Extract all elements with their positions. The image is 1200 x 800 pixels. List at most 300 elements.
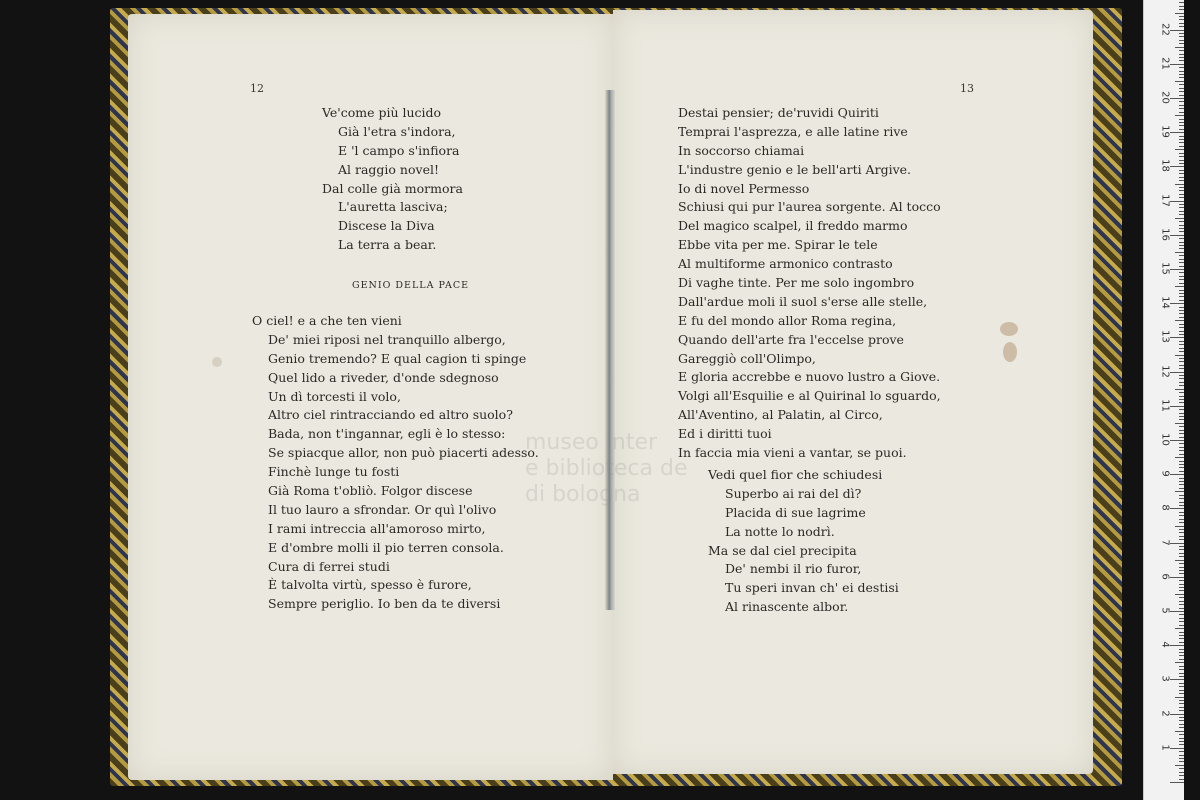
verse-line: La terra a bear. [338, 237, 437, 253]
ruler-tick [1179, 426, 1184, 427]
ruler-tick [1179, 478, 1184, 479]
ruler-tick [1179, 368, 1184, 369]
page-stain [1000, 322, 1018, 336]
ruler-tick [1179, 84, 1184, 85]
verse-line: Cura di ferrei studi [268, 558, 390, 574]
ruler-tick [1179, 310, 1184, 311]
verse-line: È talvolta virtù, spesso è furore, [268, 577, 472, 593]
ruler-tick [1179, 194, 1184, 195]
ruler-tick [1179, 344, 1184, 345]
ruler-tick [1179, 146, 1184, 147]
ruler-tick [1179, 33, 1184, 34]
ruler-tick [1179, 101, 1184, 102]
ruler-tick [1179, 2, 1184, 3]
ruler-tick [1170, 611, 1184, 612]
verse-line: In soccorso chiamai [678, 142, 805, 158]
ruler-number: 12 [1159, 364, 1171, 378]
ruler-tick [1179, 467, 1184, 468]
verse-line: Sempre periglio. Io ben da te diversi [268, 596, 501, 612]
ruler-tick [1179, 211, 1184, 212]
ruler-tick [1175, 560, 1184, 561]
ruler-number: 11 [1159, 398, 1171, 412]
ruler-tick [1179, 108, 1184, 109]
ruler-tick [1179, 6, 1184, 7]
ruler-tick [1179, 279, 1184, 280]
ruler-tick [1179, 50, 1184, 51]
ruler-tick [1179, 214, 1184, 215]
ruler-tick [1179, 293, 1184, 294]
ruler-tick [1179, 727, 1184, 728]
ruler-tick [1175, 731, 1184, 732]
verse-line: E gloria accrebbe e nuovo lustro a Giove. [678, 369, 941, 385]
ruler-tick [1179, 313, 1184, 314]
right-stanza-1 [678, 104, 941, 463]
ruler-tick [1175, 491, 1184, 492]
ruler-tick [1175, 81, 1184, 82]
ruler-tick [1179, 67, 1184, 68]
verse-line: Quel lido a riveder, d'onde sdegnoso [268, 369, 499, 385]
ruler-tick [1179, 300, 1184, 301]
ruler-tick [1175, 697, 1184, 698]
ruler-tick [1179, 772, 1184, 773]
verse-line: Finchè lunge tu fosti [268, 464, 400, 480]
ruler-tick [1179, 399, 1184, 400]
ruler-tick [1179, 590, 1184, 591]
ruler-tick [1175, 218, 1184, 219]
ruler-tick [1179, 758, 1184, 759]
ruler-tick [1170, 132, 1184, 133]
ruler-tick [1179, 608, 1184, 609]
ruler-tick [1179, 666, 1184, 667]
ruler-tick [1179, 197, 1184, 198]
ruler-tick [1179, 673, 1184, 674]
ruler-tick [1170, 748, 1184, 749]
verse-line: Vedi quel fior che schiudesi [708, 467, 883, 482]
ruler-tick [1179, 597, 1184, 598]
ruler-tick [1179, 348, 1184, 349]
ruler-tick [1179, 775, 1184, 776]
ruler-tick [1179, 761, 1184, 762]
ruler-tick [1170, 645, 1184, 646]
ruler-tick [1179, 464, 1184, 465]
ruler-tick [1179, 228, 1184, 229]
verse-line: Altro ciel rintracciando ed altro suolo? [268, 407, 513, 423]
verse-line: Del magico scalpel, il freddo marmo [678, 218, 908, 234]
verse-line: Ve'come più lucido [322, 105, 442, 120]
verse-line: Il tuo lauro a sfrondar. Or quì l'olivo [268, 501, 497, 517]
ruler-number: 21 [1159, 56, 1171, 70]
verse-line: Dall'ardue moli il suol s'erse alle stelle, [678, 293, 928, 309]
ruler-tick [1179, 375, 1184, 376]
verse-line: Tu speri invan ch' ei destisi [725, 580, 899, 596]
ruler-number: 1 [1159, 744, 1171, 751]
ruler-number: 18 [1159, 159, 1171, 173]
verse-line: Genio tremendo? E qual cagion ti spinge [268, 350, 527, 366]
ruler-tick [1179, 71, 1184, 72]
ruler-number: 14 [1159, 296, 1171, 310]
ruler-tick [1175, 13, 1184, 14]
ruler-number: 8 [1159, 504, 1171, 512]
ruler-tick [1175, 286, 1184, 287]
ruler-tick [1179, 724, 1184, 725]
ruler-tick [1179, 450, 1184, 451]
ruler-number: 13 [1159, 330, 1171, 344]
ruler-tick [1175, 355, 1184, 356]
ruler-tick [1179, 532, 1184, 533]
ruler-tick [1179, 744, 1184, 745]
verse-line: E 'l campo s'infiora [338, 142, 460, 158]
ruler-tick [1179, 703, 1184, 704]
ruler-tick [1175, 320, 1184, 321]
verse-line: In faccia mia vieni a vantar, se puoi. [678, 445, 907, 461]
ruler-tick [1179, 768, 1184, 769]
ruler-tick [1179, 60, 1184, 61]
ruler-tick [1179, 652, 1184, 653]
ruler-tick [1179, 707, 1184, 708]
book-gutter [605, 90, 615, 610]
ruler-tick [1179, 601, 1184, 602]
ruler-tick [1179, 91, 1184, 92]
ruler-number: 5 [1159, 607, 1171, 614]
ruler-tick [1179, 604, 1184, 605]
ruler-tick [1170, 303, 1184, 304]
ruler-tick [1179, 693, 1184, 694]
ruler-tick [1179, 173, 1184, 174]
ruler-tick [1179, 587, 1184, 588]
ruler-tick [1170, 440, 1184, 441]
ruler-tick [1179, 659, 1184, 660]
ruler-tick [1179, 484, 1184, 485]
ruler-tick [1179, 238, 1184, 239]
ruler-number: 20 [1159, 91, 1171, 104]
ruler-tick [1179, 498, 1184, 499]
ruler-tick [1179, 546, 1184, 547]
ruler-tick [1175, 594, 1184, 595]
ruler-tick [1179, 160, 1184, 161]
verse-line: L'industre genio e le bell'arti Argive. [678, 161, 911, 177]
ruler-tick [1179, 327, 1184, 328]
verse-line: L'auretta lasciva; [338, 199, 448, 215]
page-stain [1003, 342, 1017, 362]
verse-line: Schiusi qui pur l'aurea sorgente. Al tocco [678, 199, 941, 215]
ruler-tick [1175, 765, 1184, 766]
ruler-tick [1170, 98, 1184, 99]
ruler-tick [1179, 207, 1184, 208]
ruler-tick [1179, 669, 1184, 670]
verse-line: Ma se dal ciel precipita [708, 542, 857, 558]
ruler-tick [1179, 156, 1184, 157]
ruler-number: 15 [1159, 262, 1171, 275]
ruler-tick [1179, 122, 1184, 123]
ruler-tick [1179, 190, 1184, 191]
ruler-tick [1170, 201, 1184, 202]
verse-line: Temprai l'asprezza, e alle latine rive [678, 123, 908, 139]
ruler-tick [1179, 358, 1184, 359]
ruler-number: 16 [1159, 227, 1171, 241]
ruler-tick [1170, 235, 1184, 236]
ruler-tick [1179, 163, 1184, 164]
ruler-tick [1179, 248, 1184, 249]
ruler-tick [1179, 649, 1184, 650]
verse-line: Quando dell'arte fra l'eccelse prove [678, 331, 904, 347]
ruler-tick [1175, 389, 1184, 390]
verse-line: All'Aventino, al Palatin, al Circo, [678, 407, 883, 423]
ruler-tick [1179, 334, 1184, 335]
ruler-tick [1179, 553, 1184, 554]
verse-line: Un dì torcesti il volo, [268, 388, 401, 404]
ruler-tick [1170, 64, 1184, 65]
ruler-tick [1170, 269, 1184, 270]
ruler-tick [1179, 180, 1184, 181]
ruler-tick [1179, 351, 1184, 352]
ruler-tick [1179, 153, 1184, 154]
left-stanza-1 [322, 104, 463, 255]
verse-line: Io di novel Permesso [678, 180, 810, 196]
ruler-tick [1179, 392, 1184, 393]
ruler-tick [1170, 337, 1184, 338]
ruler-number: 7 [1159, 538, 1171, 546]
ruler-tick [1179, 779, 1184, 780]
ruler-tick [1179, 57, 1184, 58]
ruler-tick [1170, 474, 1184, 475]
ruler-tick [1175, 457, 1184, 458]
ruler-tick [1179, 690, 1184, 691]
ruler-tick [1179, 112, 1184, 113]
ruler-tick [1179, 283, 1184, 284]
ruler-tick [1179, 142, 1184, 143]
verse-line: Superbo ai rai del dì? [725, 485, 862, 501]
verse-line: Se spiacque allor, non può piacerti adesso. [268, 445, 539, 461]
ruler-tick [1179, 655, 1184, 656]
ruler-tick [1179, 734, 1184, 735]
verse-line: E fu del mondo allor Roma regina, [678, 312, 897, 328]
ruler-tick [1179, 700, 1184, 701]
ruler-tick [1175, 115, 1184, 116]
ruler-tick [1179, 119, 1184, 120]
ruler-tick [1179, 570, 1184, 571]
ruler-tick [1179, 324, 1184, 325]
ruler-tick [1179, 481, 1184, 482]
ruler-tick [1179, 136, 1184, 137]
verse-line: Ed i diritti tuoi [678, 426, 772, 442]
ruler-tick [1179, 584, 1184, 585]
ruler-tick [1179, 262, 1184, 263]
ruler-tick [1179, 710, 1184, 711]
verse-line: Bada, non t'ingannar, egli è lo stesso: [268, 426, 506, 442]
ruler-tick [1179, 536, 1184, 537]
ruler-tick [1179, 635, 1184, 636]
ruler-tick [1179, 567, 1184, 568]
ruler-tick [1179, 40, 1184, 41]
ruler-tick [1179, 638, 1184, 639]
verse-line: Placida di sue lagrime [725, 504, 866, 520]
ruler-tick [1179, 365, 1184, 366]
ruler-tick [1179, 290, 1184, 291]
ruler-number: 22 [1159, 22, 1171, 36]
page-number-right: 13 [960, 82, 974, 95]
verse-line: Gareggiò coll'Olimpo, [678, 350, 816, 366]
ruler-tick [1175, 252, 1184, 253]
ruler-tick [1175, 662, 1184, 663]
ruler-tick [1179, 259, 1184, 260]
ruler-tick [1179, 642, 1184, 643]
ruler-tick [1179, 105, 1184, 106]
ruler-tick [1179, 755, 1184, 756]
ruler-tick [1179, 471, 1184, 472]
ruler-tick [1179, 573, 1184, 574]
ruler-tick [1179, 488, 1184, 489]
verse-line: Al rinascente albor. [725, 599, 849, 615]
ruler-tick [1179, 683, 1184, 684]
ruler-tick [1170, 679, 1184, 680]
ruler-tick [1179, 502, 1184, 503]
verse-line: Al multiforme armonico contrasto [678, 256, 893, 272]
verse-line: E d'ombre molli il pio terren consola. [268, 539, 504, 555]
verse-line: Ebbe vita per me. Spirar le tele [678, 237, 878, 253]
ruler-tick [1179, 88, 1184, 89]
ruler-tick [1179, 632, 1184, 633]
ruler-tick [1179, 276, 1184, 277]
ruler-tick [1179, 170, 1184, 171]
ruler-tick [1175, 47, 1184, 48]
ruler-tick [1179, 43, 1184, 44]
ruler-tick [1170, 406, 1184, 407]
verse-line: I rami intreccia all'amoroso mirto, [268, 520, 486, 536]
ruler-tick [1179, 580, 1184, 581]
ruler-tick [1175, 526, 1184, 527]
ruler-number: 4 [1159, 641, 1171, 648]
verse-line: Destai pensier; de'ruvidi Quiriti [678, 105, 879, 120]
ruler-tick [1179, 378, 1184, 379]
ruler-number: 9 [1159, 470, 1171, 477]
ruler-tick [1179, 23, 1184, 24]
ruler-tick [1179, 125, 1184, 126]
ruler-tick [1179, 563, 1184, 564]
library-watermark: museo inter e biblioteca de di bologna [525, 430, 688, 507]
ruler-tick [1179, 409, 1184, 410]
ruler-tick [1179, 245, 1184, 246]
right-stanza-2 [708, 466, 899, 617]
ruler-tick [1170, 714, 1184, 715]
verse-line: De' nembi il rio furor, [725, 561, 862, 577]
section-title: GENIO DELLA PACE [352, 280, 470, 291]
ruler-tick [1179, 686, 1184, 687]
ruler-tick [1179, 77, 1184, 78]
ruler-tick [1179, 225, 1184, 226]
ruler-tick [1179, 461, 1184, 462]
ruler-tick [1170, 166, 1184, 167]
page-stain [212, 357, 222, 367]
ruler-tick [1175, 628, 1184, 629]
ruler-tick [1179, 549, 1184, 550]
ruler-tick [1179, 437, 1184, 438]
ruler-tick [1179, 495, 1184, 496]
ruler-tick [1170, 30, 1184, 31]
ruler-tick [1179, 255, 1184, 256]
ruler-tick [1179, 529, 1184, 530]
ruler-tick [1179, 221, 1184, 222]
ruler-tick [1179, 187, 1184, 188]
ruler-number: 6 [1159, 573, 1171, 580]
ruler-tick [1179, 19, 1184, 20]
verse-line: Volgi all'Esquilie e al Quirinal lo sguardo, [678, 388, 941, 404]
ruler-tick [1179, 242, 1184, 243]
ruler-tick [1179, 512, 1184, 513]
ruler-tick [1179, 556, 1184, 557]
ruler-tick [1179, 296, 1184, 297]
ruler-tick [1179, 36, 1184, 37]
ruler-tick [1179, 741, 1184, 742]
ruler-tick [1179, 433, 1184, 434]
ruler-tick [1179, 416, 1184, 417]
ruler-tick [1175, 149, 1184, 150]
ruler-tick [1175, 184, 1184, 185]
ruler-tick [1179, 676, 1184, 677]
ruler-tick [1179, 95, 1184, 96]
verse-line: Già Roma t'obliò. Folgor discese [268, 483, 473, 499]
ruler-number: 10 [1159, 433, 1171, 446]
left-stanza-2 [252, 312, 539, 614]
ruler-tick [1179, 16, 1184, 17]
ruler-tick [1179, 505, 1184, 506]
ruler-number: 19 [1159, 125, 1171, 139]
ruler-number: 3 [1159, 675, 1171, 683]
ruler-tick [1179, 454, 1184, 455]
ruler-tick [1170, 782, 1184, 783]
ruler-tick [1179, 717, 1184, 718]
ruler-tick [1179, 396, 1184, 397]
ruler-tick [1179, 413, 1184, 414]
ruler-tick [1179, 614, 1184, 615]
page-number-left: 12 [250, 82, 264, 95]
ruler-tick [1179, 307, 1184, 308]
ruler-tick [1179, 26, 1184, 27]
ruler-tick [1179, 751, 1184, 752]
ruler-tick [1179, 74, 1184, 75]
ruler-tick [1179, 419, 1184, 420]
verse-line: Al raggio novel! [338, 161, 439, 177]
ruler-tick [1179, 204, 1184, 205]
ruler-tick [1179, 139, 1184, 140]
ruler-tick [1179, 341, 1184, 342]
ruler-number: 17 [1159, 193, 1171, 207]
ruler-tick [1179, 266, 1184, 267]
verse-line: La notte lo nodrì. [725, 523, 835, 539]
ruler-tick [1179, 515, 1184, 516]
ruler-tick [1170, 372, 1184, 373]
ruler-tick [1179, 317, 1184, 318]
verse-line: O ciel! e a che ten vieni [252, 313, 402, 328]
verse-line: Dal colle già mormora [322, 180, 463, 196]
ruler-tick [1179, 231, 1184, 232]
verse-line: Discese la Diva [338, 218, 435, 234]
ruler-tick [1179, 443, 1184, 444]
ruler-tick [1170, 508, 1184, 509]
ruler-number: 2 [1159, 709, 1171, 717]
ruler-tick [1179, 9, 1184, 10]
ruler-tick [1170, 543, 1184, 544]
ruler-tick [1179, 177, 1184, 178]
ruler-tick [1179, 382, 1184, 383]
ruler-tick [1179, 519, 1184, 520]
ruler-tick [1179, 331, 1184, 332]
ruler-tick [1179, 447, 1184, 448]
ruler-tick [1179, 621, 1184, 622]
ruler-tick [1179, 54, 1184, 55]
ruler-tick [1179, 720, 1184, 721]
ruler-tick [1175, 423, 1184, 424]
ruler-tick [1179, 361, 1184, 362]
